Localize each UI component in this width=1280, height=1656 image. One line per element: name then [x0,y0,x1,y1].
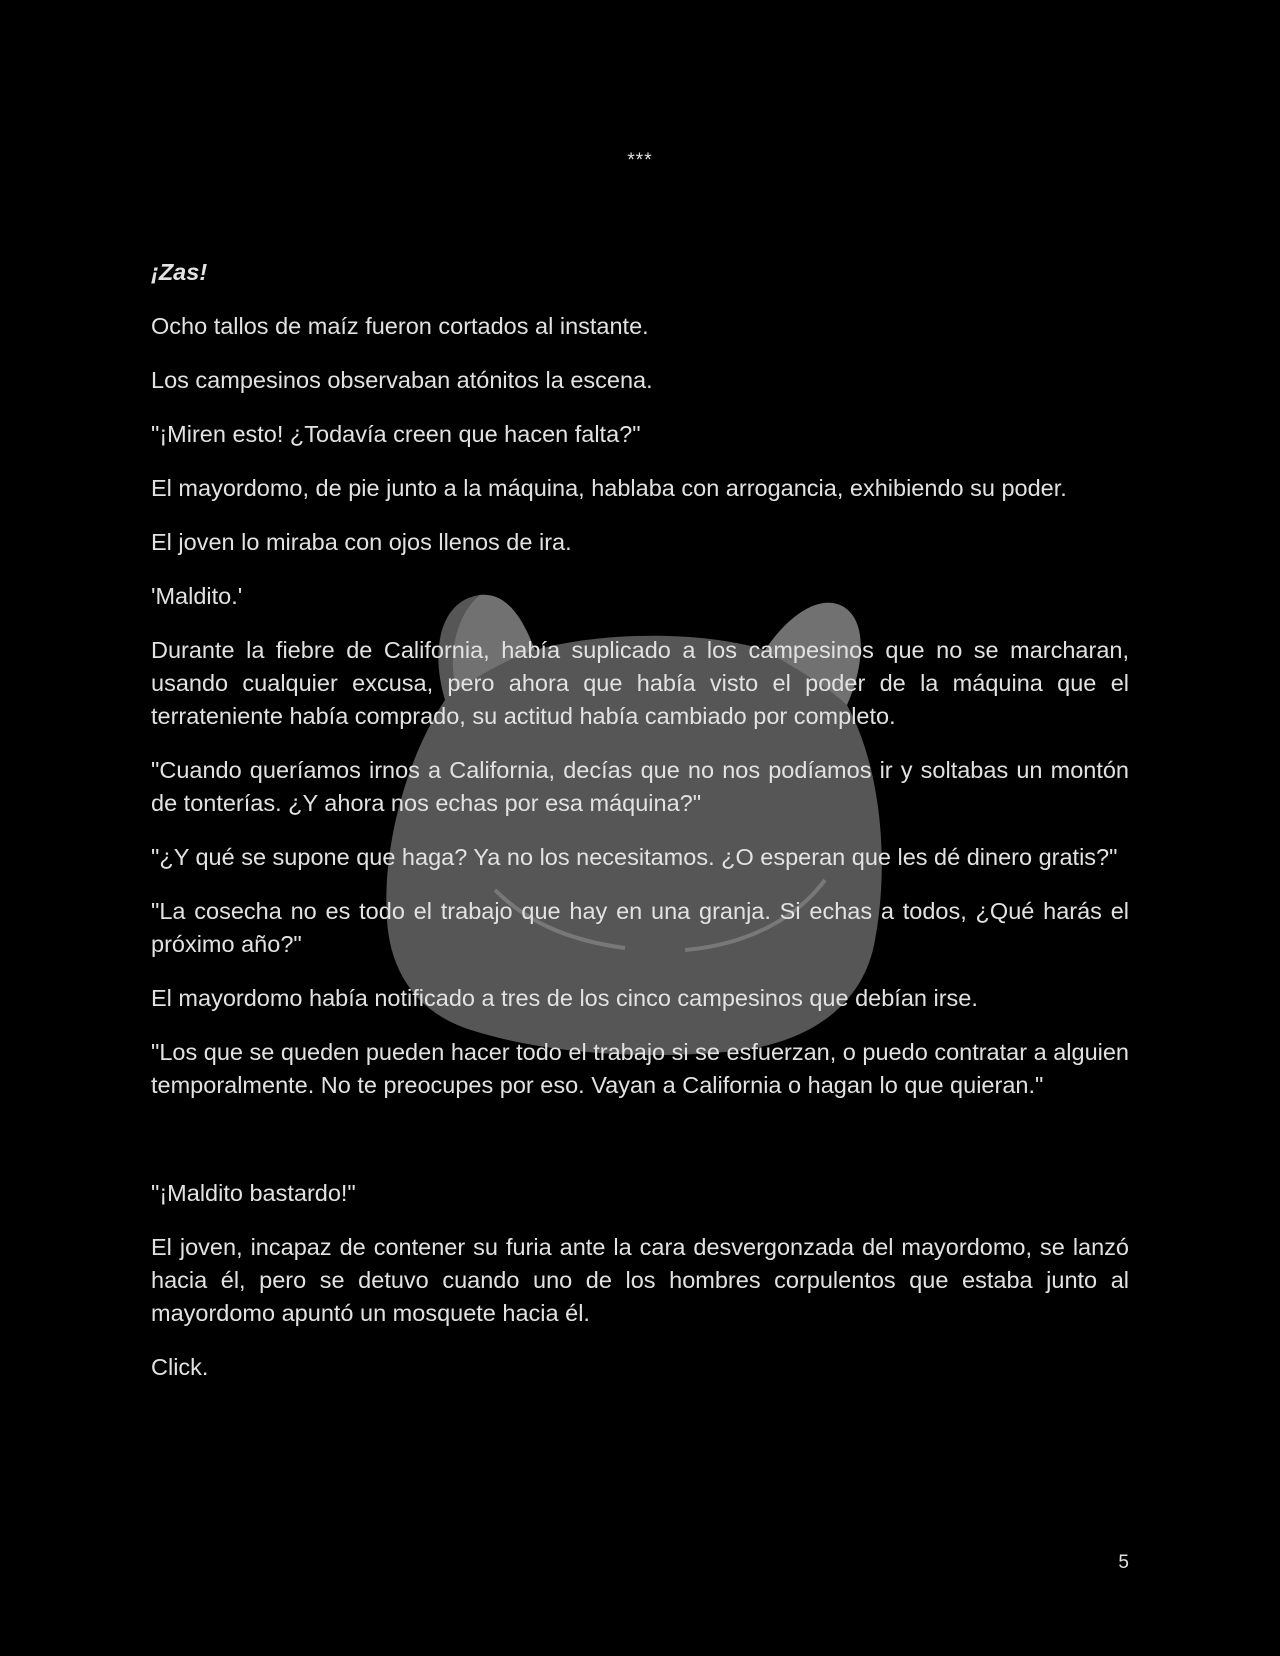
document-body [151,256,1129,1405]
paragraph: "La cosecha no es todo el trabajo que hay en una granja. Si echas a todos, ¿Qué harás el próximo año?" [151,898,1129,957]
paragraph: ¡Zas! [151,259,208,285]
paragraph: "¡Maldito bastardo!" [151,1180,356,1206]
paragraph: 'Maldito.' [151,583,243,609]
paragraph: "Los que se queden pueden hacer todo el trabajo si se esfuerzan, o puedo contratar a alguien temporalmente. No te preocupes por eso. Vayan a California o hagan lo que quieran." [151,1039,1129,1098]
paragraph: Los campesinos observaban atónitos la escena. [151,367,653,393]
paragraph: Durante la fiebre de California, había suplicado a los campesinos que no se marcharan, usando cualquier excusa, pero ahora que había visto el poder de la máquina que el terrateniente había comprado, su actitud había cambiado por completo. [151,637,1129,729]
paragraph: Click. [151,1354,209,1380]
paragraph-gap [151,1123,1129,1177]
paragraph: "Cuando queríamos irnos a California, decías que no nos podíamos ir y soltabas un montón de tonterías. ¿Y ahora nos echas por esa máquina?" [151,757,1129,816]
paragraph: "¡Miren esto! ¿Todavía creen que hacen falta?" [151,421,641,447]
section-separator: *** [627,150,653,171]
paragraph: Ocho tallos de maíz fueron cortados al instante. [151,313,649,339]
paragraph: El mayordomo había notificado a tres de los cinco campesinos que debían irse. [151,985,978,1011]
paragraph: El mayordomo, de pie junto a la máquina, hablaba con arrogancia, exhibiendo su poder. [151,475,1067,501]
paragraph: El joven, incapaz de contener su furia ante la cara desvergonzada del mayordomo, se lanzó hacia él, pero se detuvo cuando uno de los hombres corpulentos que estaba junto al mayordomo apuntó un mosquete hacia él. [151,1234,1129,1326]
paragraph: "¿Y qué se supone que haga? Ya no los necesitamos. ¿O esperan que les dé dinero gratis?" [151,844,1118,870]
page-number: 5 [1118,1552,1129,1573]
paragraph: El joven lo miraba con ojos llenos de ira. [151,529,572,555]
